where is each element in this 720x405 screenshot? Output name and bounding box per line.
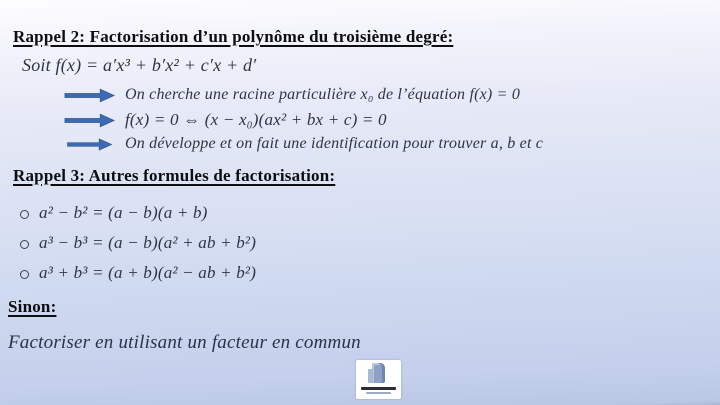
step-row — [64, 135, 543, 153]
right-arrow-icon — [64, 112, 116, 129]
open-circle-bullet-icon — [20, 210, 29, 219]
logo-text-line — [366, 392, 391, 394]
step-row — [64, 110, 387, 130]
building-icon — [372, 363, 385, 383]
step-row — [64, 86, 520, 104]
rappel3-heading: Rappel 3: Autres formules de factorisation: — [13, 166, 336, 185]
publisher-logo — [356, 360, 401, 399]
formula-row — [20, 263, 256, 283]
rappel2-heading: Rappel 2: Factorisation d’un polynôme du troisième degré: — [13, 27, 454, 46]
open-circle-bullet-icon — [20, 240, 29, 249]
right-arrow-icon — [64, 87, 116, 104]
formula-text: a³ + b³ = (a + b)(a² − ab + b²) — [39, 263, 257, 282]
open-circle-bullet-icon — [20, 270, 29, 279]
formula-row — [20, 203, 208, 223]
formula-text: a² − b² = (a − b)(a + b) — [39, 203, 208, 222]
logo-text-line — [361, 387, 396, 390]
sinon-heading: Sinon: — [8, 297, 57, 316]
step-text: f(x) = 0 ⇔ (x − x₀)(ax² + bx + c) = 0 — [125, 110, 387, 129]
step-text: On développe et on fait une identification pour trouver a, b et c — [125, 135, 544, 152]
rappel2-intro: Soit f(x) = a′x³ + b′x² + c′x + d′ — [22, 55, 257, 75]
step-text: On cherche une racine particulière x₀ de l’équation f(x) = 0 — [125, 86, 521, 103]
formula-text: a³ − b³ = (a − b)(a² + ab + b²) — [39, 233, 257, 252]
formula-row — [20, 233, 256, 253]
sinon-note: Factoriser en utilisant un facteur en commun — [8, 332, 361, 353]
right-arrow-icon — [64, 137, 116, 152]
